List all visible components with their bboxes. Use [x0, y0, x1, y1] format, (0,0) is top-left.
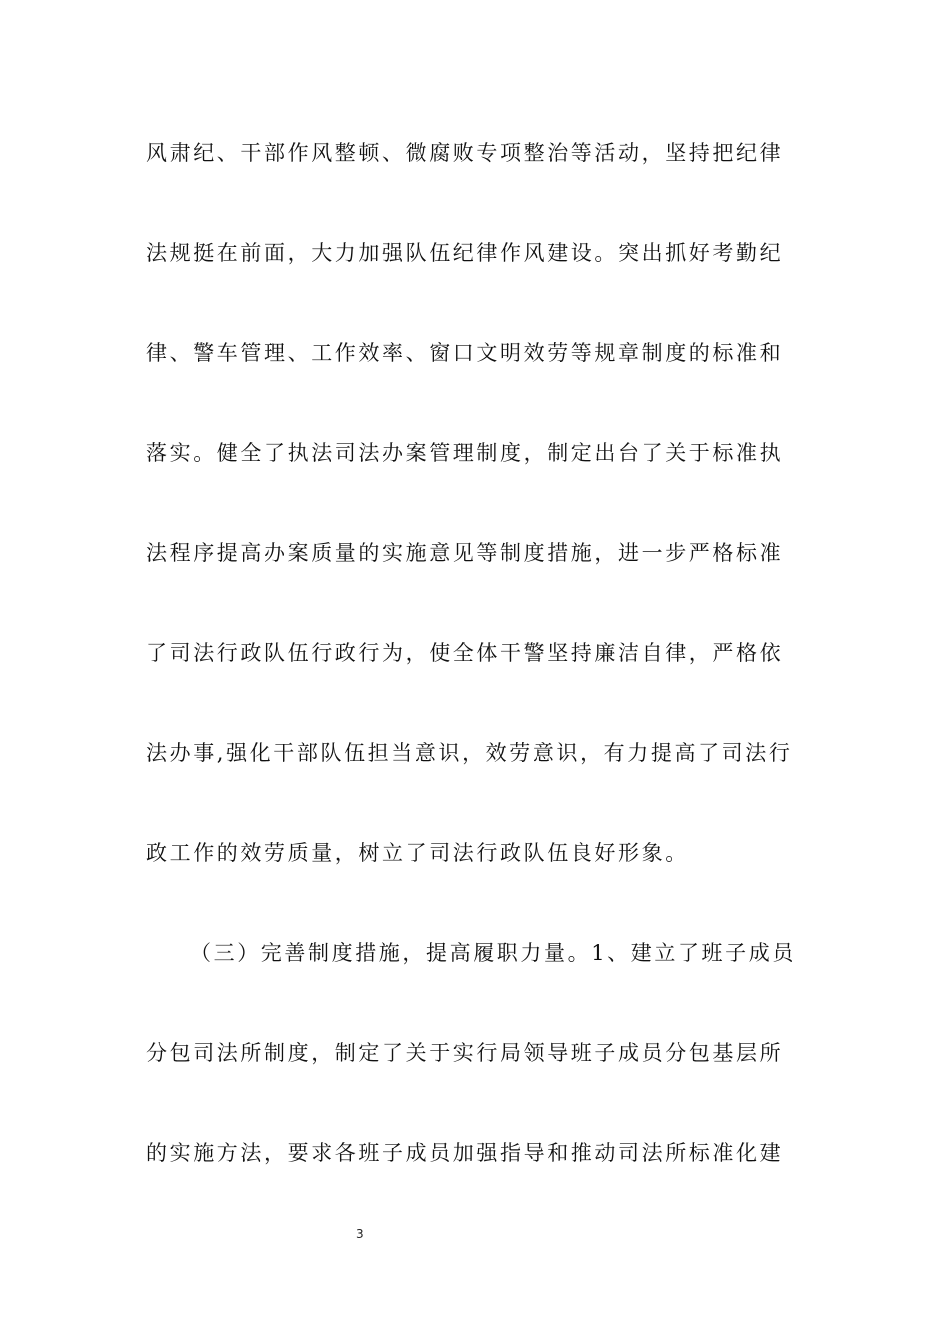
text-line: 政工作的效劳质量，树立了司法行政队伍良好形象。 — [146, 841, 689, 865]
text-line: 法程序提高办案质量的实施意见等制度措施，进一步严格标准 — [146, 541, 784, 565]
section-heading-line: （三）完善制度措施，提高履职力量。1、建立了班子成员 — [190, 941, 796, 965]
text-line: 了司法行政队伍行政行为，使全体干警坚持廉洁自律，严格依 — [146, 641, 784, 665]
text-line: 法办事,强化干部队伍担当意识，效劳意识，有力提高了司法行 — [146, 741, 793, 765]
body-text — [146, 120, 806, 1220]
text-line: 风肃纪、干部作风整顿、微腐败专项整治等活动，坚持把纪律 — [146, 141, 784, 165]
page-number: 3 — [356, 1227, 364, 1241]
text-line: 的实施方法，要求各班子成员加强指导和推动司法所标准化建 — [146, 1141, 784, 1165]
text-line: 法规挺在前面，大力加强队伍纪律作风建设。突出抓好考勤纪 — [146, 241, 784, 265]
text-line: 律、警车管理、工作效率、窗口文明效劳等规章制度的标准和 — [146, 341, 784, 365]
text-line: 落实。健全了执法司法办案管理制度，制定出台了关于标准执 — [146, 441, 784, 465]
text-line: 分包司法所制度，制定了关于实行局领导班子成员分包基层所 — [146, 1041, 784, 1065]
